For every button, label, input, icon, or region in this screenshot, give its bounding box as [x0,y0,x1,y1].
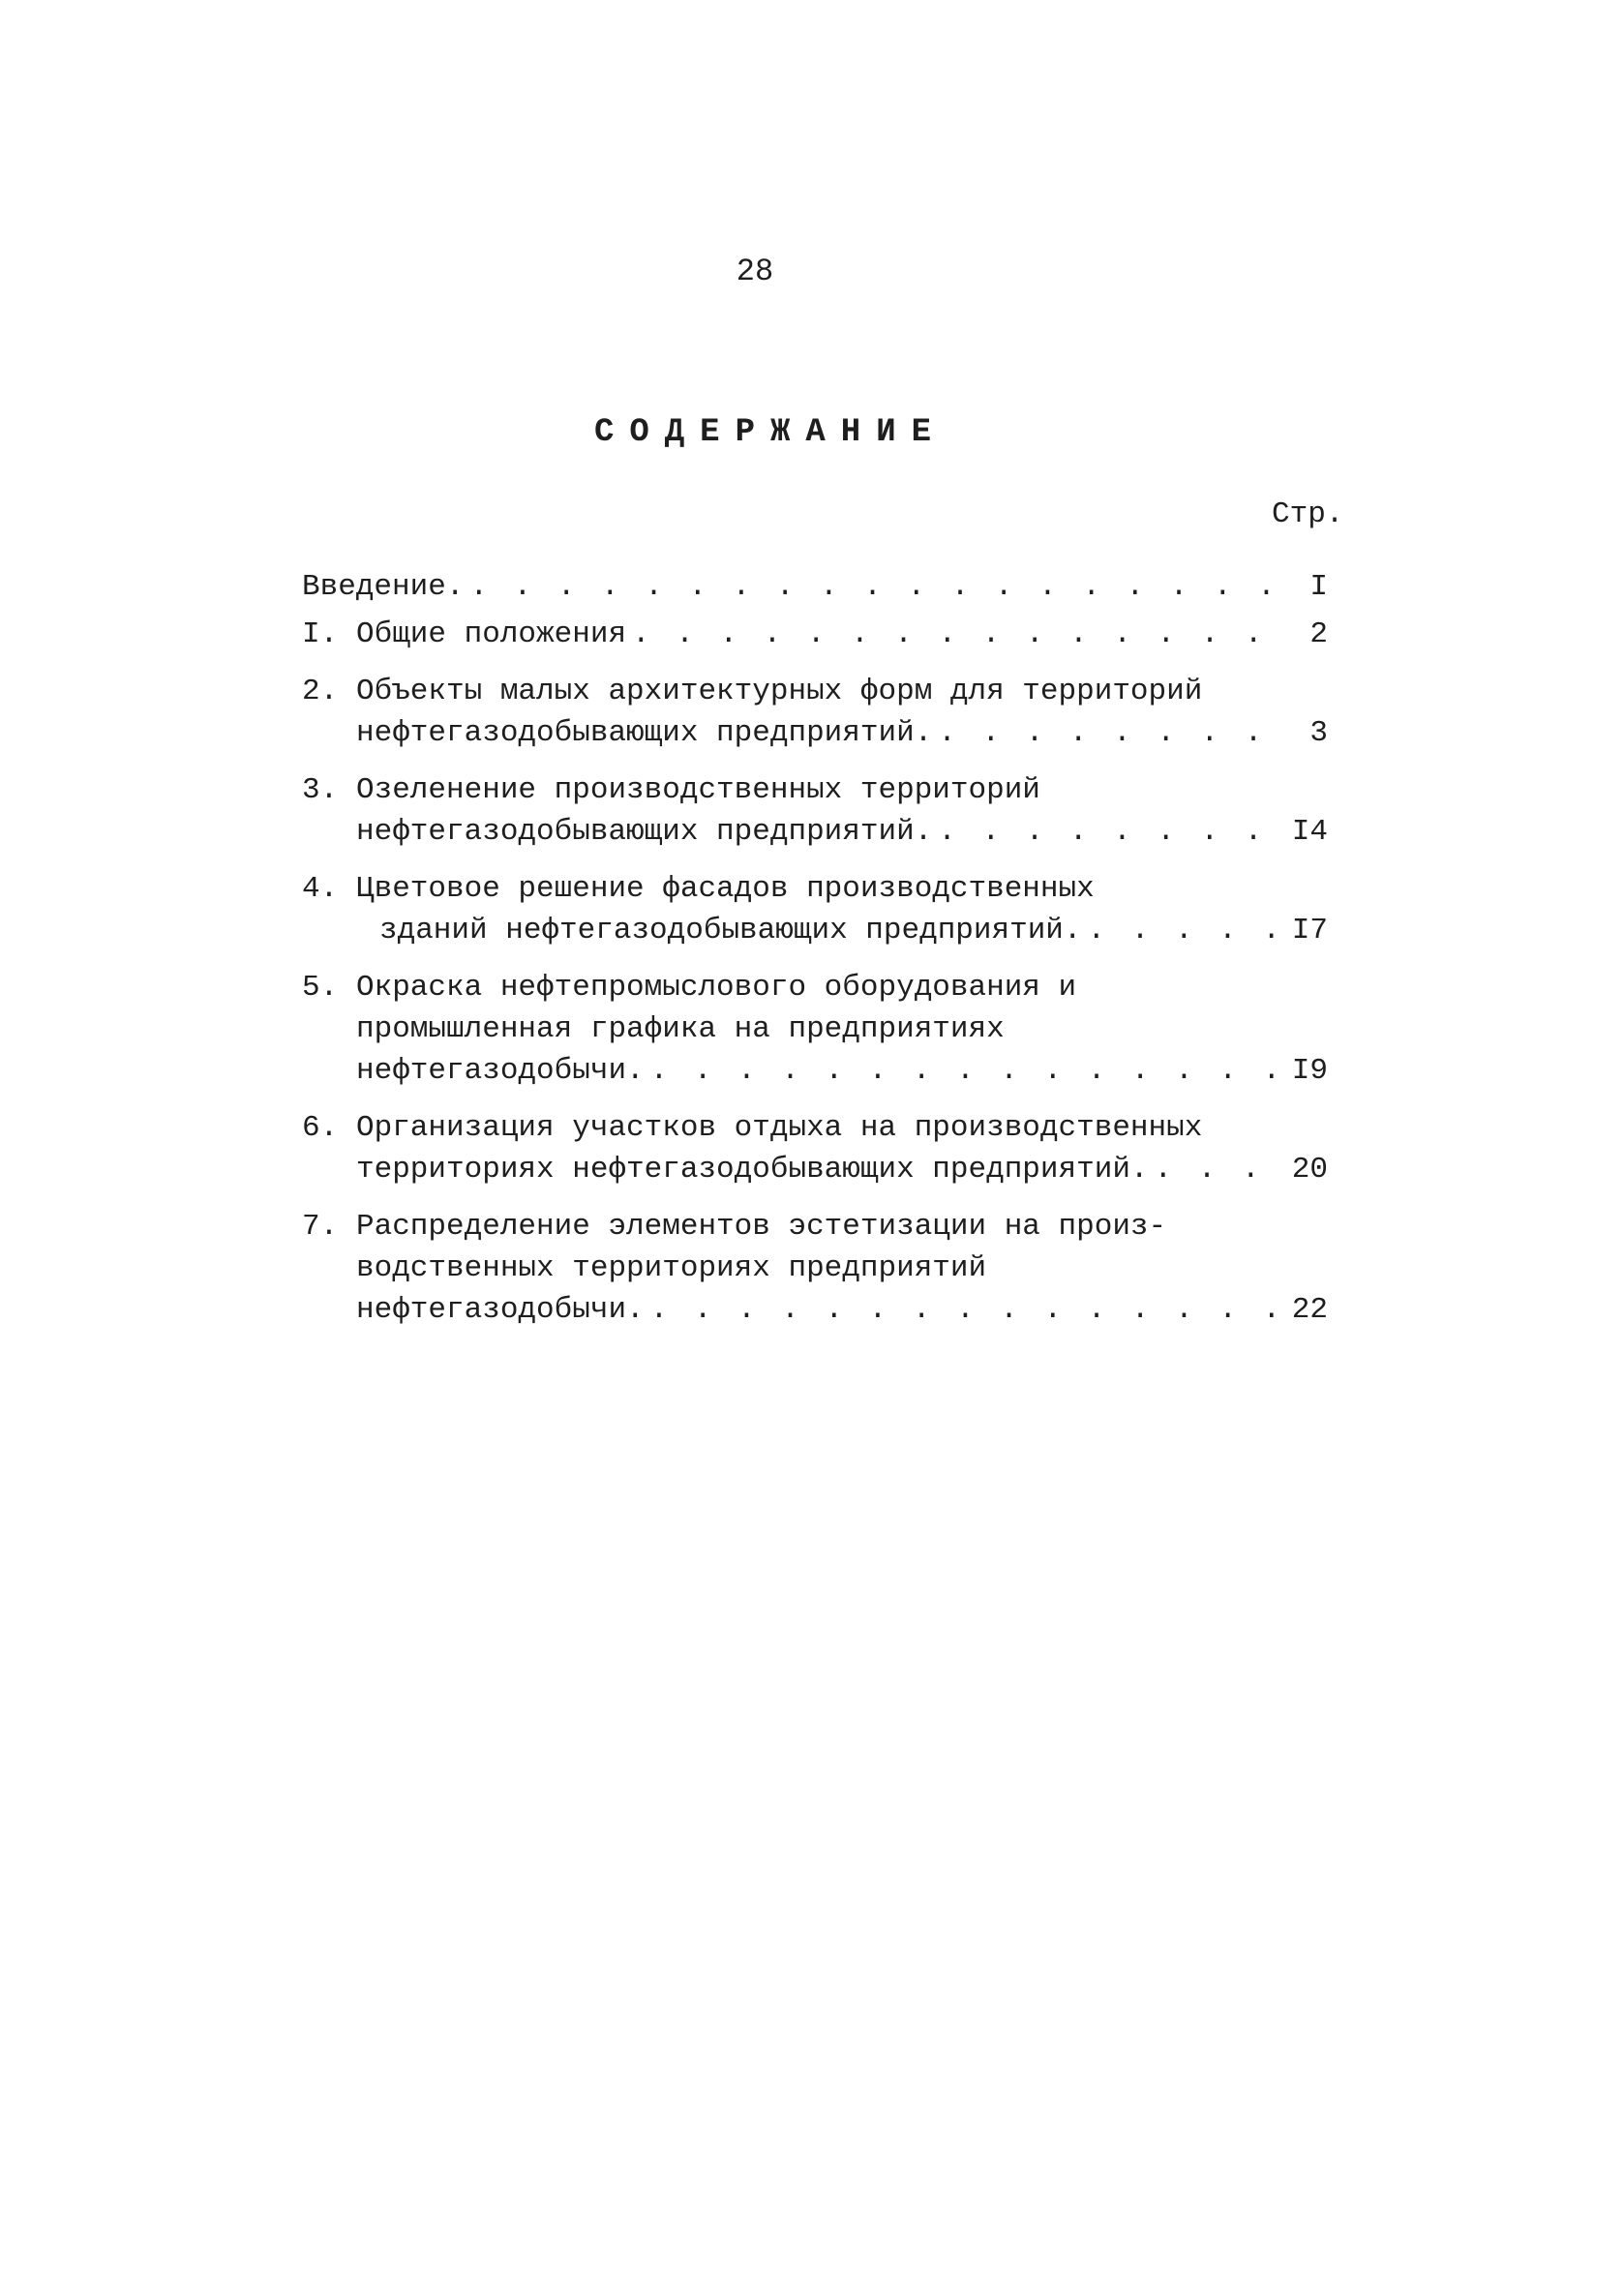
toc-entry-title-line: Организация участков отдыха на производственных [356,1111,1203,1145]
page-number: 28 [736,254,774,289]
toc-entry-title-line: нефтегазодобывающих предприятий. [356,716,933,750]
toc-entry-title-line: зданий нефтегазодобывающих предприятий. [379,914,1082,947]
toc-entry-number: 2. [302,675,339,708]
toc-entry-page: I [1309,570,1328,604]
toc-entry-title-line: Окраска нефтепромыслового оборудования и [356,971,1077,1005]
toc-entry-introduction [302,566,1328,608]
toc-entry-page: I7 [1291,914,1328,947]
toc-entry-title-line: нефтегазодобычи. [356,1293,645,1327]
dot-leader [632,614,1283,655]
toc-heading: СОДЕРЖАНИЕ [593,414,947,451]
toc-entry-4 [302,868,1328,951]
toc-entry-number: 3. [302,773,339,807]
page-column-label: Стр. [1272,497,1344,531]
toc-entry-number: 6. [302,1111,339,1145]
table-of-contents [302,566,1328,1331]
toc-entry-page: 3 [1309,716,1328,750]
dot-leader [1155,1149,1283,1190]
dot-leader [938,712,1283,754]
toc-entry-title-line: нефтегазодобычи. [356,1054,645,1088]
toc-entry-5 [302,967,1328,1092]
toc-entry-number: 4. [302,872,339,906]
toc-entry-title-line: нефтегазодобывающих предприятий. [356,815,933,849]
dot-leader [650,1289,1283,1331]
toc-entry-number: 7. [302,1210,339,1244]
toc-entry-page: 20 [1291,1153,1328,1187]
toc-entry-title-line: Распределение элементов эстетизации на произ- [356,1210,1167,1244]
dot-leader [938,811,1283,853]
toc-entry-title-line: территориях нефтегазодобывающих предприятий. [356,1153,1149,1187]
toc-entry-page: I4 [1291,815,1328,849]
dot-leader [1088,910,1283,951]
toc-entry-page: 22 [1291,1293,1328,1327]
toc-entry-page: I9 [1291,1054,1328,1088]
toc-entry-number: 5. [302,971,339,1005]
toc-entry-3 [302,769,1328,853]
toc-entry-2 [302,671,1328,754]
toc-entry-1 [302,614,1328,655]
toc-entry-title-line: Объекты малых архитектурных форм для территорий [356,675,1203,708]
dot-leader [469,566,1283,608]
toc-entry-page: 2 [1309,617,1328,651]
toc-entry-title-line: Цветовое решение фасадов производственных [356,872,1095,906]
toc-entry-7 [302,1206,1328,1331]
toc-entry-title-line: промышленная графика на предприятиях [356,1012,1005,1046]
toc-entry-title-line: Озеленение производственных территорий [356,773,1040,807]
toc-entry-6 [302,1107,1328,1190]
toc-entry-number: I. [302,617,339,651]
toc-entry-title: Введение. [302,570,465,604]
toc-entry-title-line: водственных территориях предприятий [356,1251,987,1285]
toc-entry-title: Общие положения [356,617,627,651]
dot-leader [650,1050,1283,1092]
